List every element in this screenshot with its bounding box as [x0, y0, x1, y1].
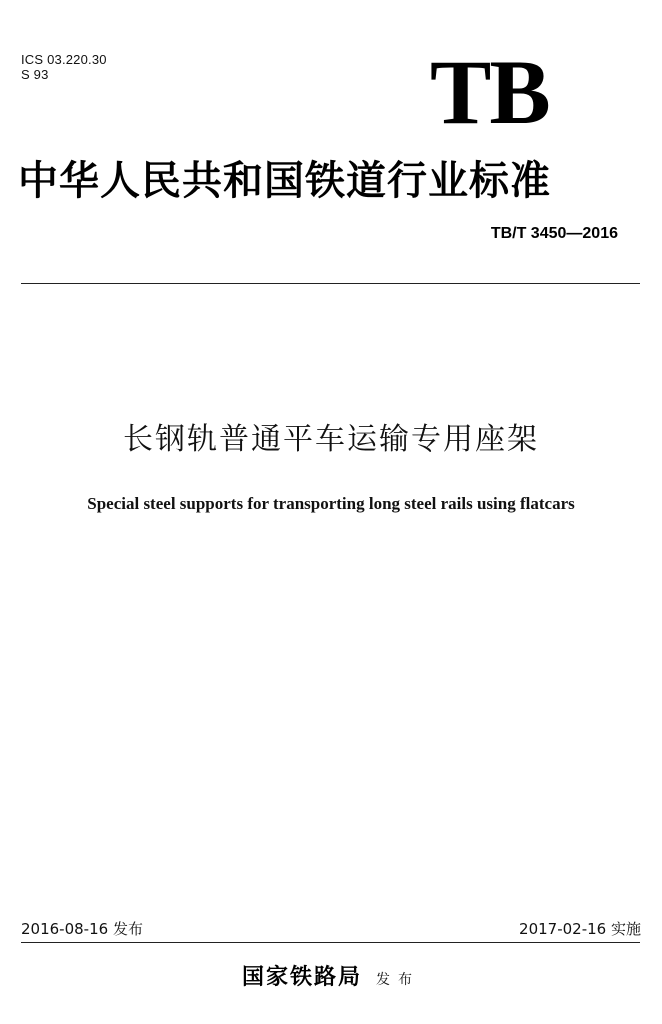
footer-divider [21, 942, 640, 943]
standard-code: TB/T 3450—2016 [490, 225, 618, 242]
publisher-name: 国家铁路局 [241, 964, 362, 990]
implementation-date: 2017-02-16 实施 [519, 920, 641, 938]
class-code: S 93 [21, 67, 49, 82]
publisher-action: 发布 [376, 972, 420, 988]
document-title-en: Special steel supports for transporting long steel rails using flatcars [87, 494, 575, 513]
tb-mark-logo: TB [430, 41, 549, 143]
classification-codes [21, 52, 107, 82]
ics-code: ICS 03.220.30 [21, 52, 107, 67]
document-title-cn: 长钢轨普通平车运输专用座架 [123, 422, 539, 457]
standard-category-title: 中华人民共和国铁道行业标准 [18, 157, 551, 204]
publisher-line [0, 962, 662, 995]
header-divider [21, 283, 640, 284]
issue-date: 2016-08-16 发布 [21, 920, 143, 938]
